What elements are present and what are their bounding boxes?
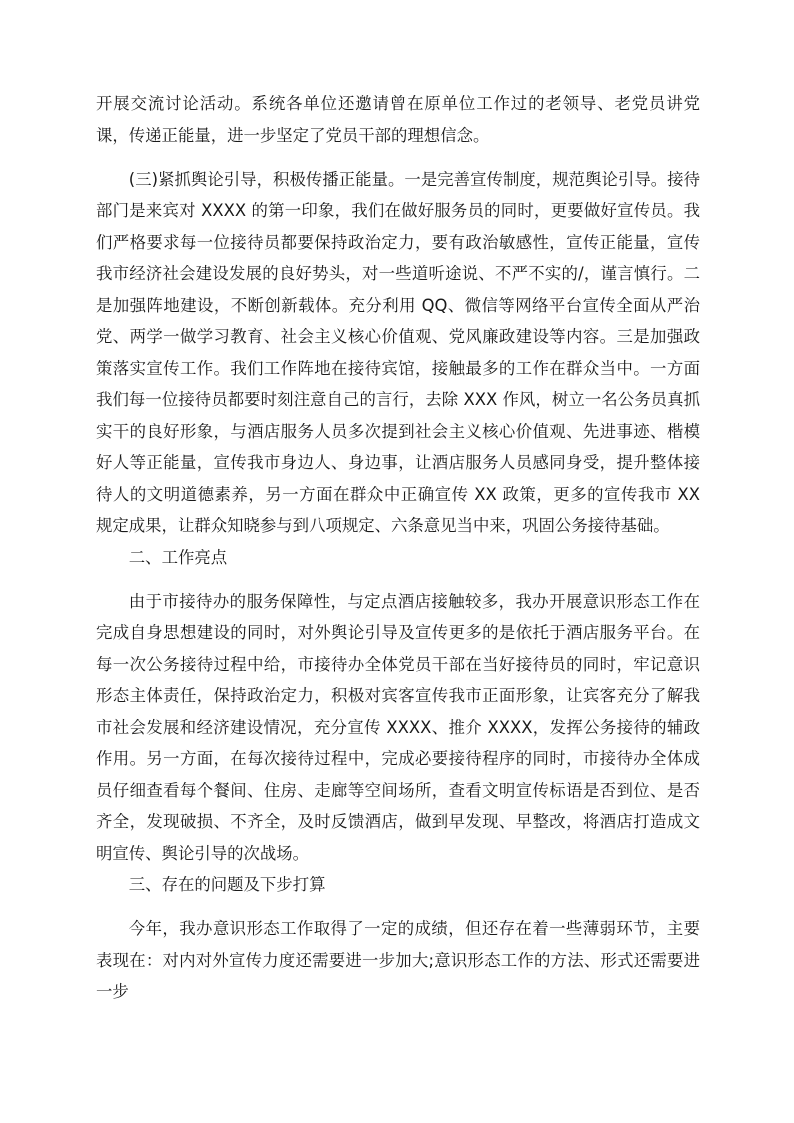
paragraph-public-opinion: (三)紧抓舆论引导，积极传播正能量。一是完善宣传制度，规范舆论引导。接待部门是来宾对 XXXX 的第一印象，我们在做好服务员的同时，更要做好宣传员。我们严格要求每一位接待员都要保持政治定力，要有政治敏感性，宣传正能量，宣传我市经济社会建设发展的良好势头，对一些道听途说、不严不实的/，谨言慎行。二是加强阵地建设，不断创新载体。充分利用 QQ、微信等网络平台宣传全面从严治党、两学一做学习教育、社会主义核心价值观、党风廉政建设等内容。三是加强政策落实宣传工作。我们工作阵地在接待宾馆，接触最多的工作在群众当中。一方面我们每一位接待员都要时刻注意自己的言行，去除 XXX 作风，树立一名公务员真抓实干的良好形象，与酒店服务人员多次提到社会主义核心价值观、先进事迹、楷模好人等正能量，宣传我市身边人、身边事，让酒店服务人员感同身受，提升整体接待人的文明道德素养，另一方面在群众中正确宣传 XX 政策，更多的宣传我市 XX 规定成果，让群众知晓参与到八项规定、六条意见当中来，巩固公务接待基础。 <box>96 169 700 535</box>
paragraph-problems: 今年，我办意识形态工作取得了一定的成绩，但还存在着一些薄弱环节，主要表现在：对内对外宣传力度还需要进一步加大;意识形态工作的方法、形式还需要进一步 <box>96 919 700 1001</box>
document-page <box>96 88 700 1008</box>
paragraph-highlights: 由于市接待办的服务保障性，与定点酒店接触较多，我办开展意识形态工作在完成自身思想建设的同时，对外舆论引导及宣传更多的是依托于酒店服务平台。在每一次公务接待过程中给，市接待办全体党员干部在当好接待员的同时，牢记意识形态主体责任，保持政治定力，积极对宾客宣传我市正面形象，让宾客充分了解我市社会发展和经济建设情况，充分宣传 XXXX、推介 XXXX，发挥公务接待的辅政作用。另一方面，在每次接待过程中，完成必要接待程序的同时，市接待办全体成员仔细查看每个餐间、住房、走廊等空间场所，查看文明宣传标语是否到位、是否齐全，发现破损、不齐全，及时反馈酒店，做到早发现、早整改，将酒店打造成文明宣传、舆论引导的次战场。 <box>96 591 700 863</box>
paragraph-continuation: 开展交流讨论活动。系统各单位还邀请曾在原单位工作过的老领导、老党员讲党课，传递正能量，进一步坚定了党员干部的理想信念。 <box>96 94 700 145</box>
section-heading-problems: 三、存在的问题及下步打算 <box>128 875 326 894</box>
section-heading-highlights: 二、工作亮点 <box>128 547 228 567</box>
